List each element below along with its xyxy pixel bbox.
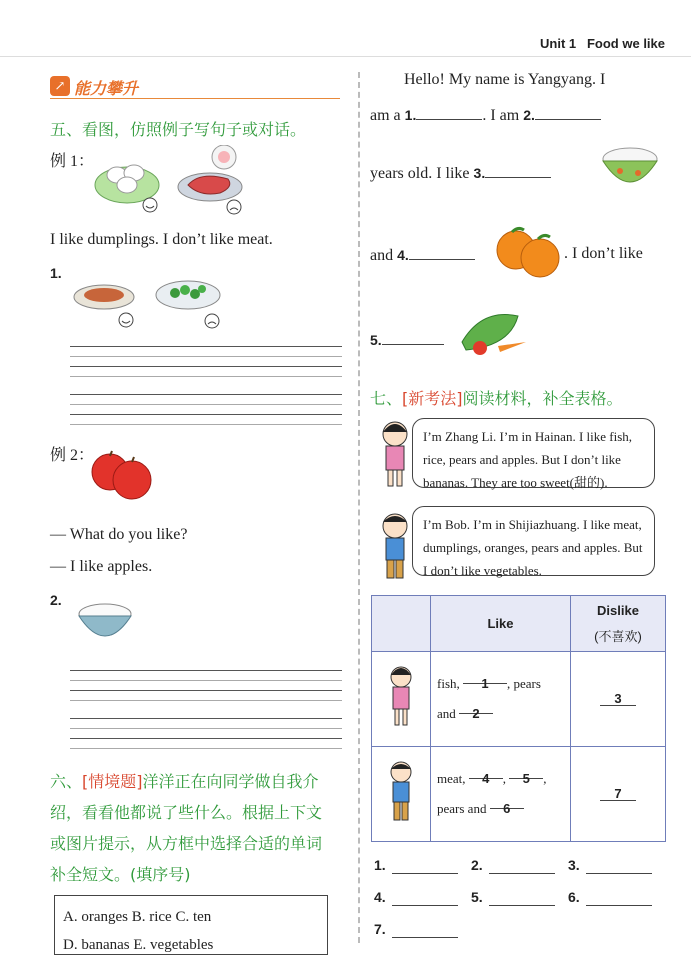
q1-label: 1. <box>50 265 62 281</box>
smile-face-icon <box>119 313 133 327</box>
boy-bob-icon <box>378 512 412 582</box>
example2-answer: — I like apples. <box>50 558 153 575</box>
q2-label: 2. <box>50 592 62 608</box>
oranges-icon <box>494 222 564 284</box>
apples-icon <box>88 450 158 502</box>
vegetables-icon <box>454 312 530 358</box>
answer-7-line[interactable] <box>392 937 458 938</box>
passage-line1: Hello! My name is Yangyang. I <box>404 71 606 88</box>
passage-line2: am a 1. . I am 2. <box>370 105 601 125</box>
section-banner: ↗ 能力攀升 <box>50 76 340 99</box>
section6-title: 六、[情境题]洋洋正在向同学做自我介 绍，看看他都说了些什么。根据上下文 或图片提示，从方框中选择合适的单词 补全短文。(填序号) <box>50 772 323 884</box>
girl-zhang-li-icon <box>378 420 412 490</box>
table-blank-5[interactable]: 5 <box>509 764 543 779</box>
rice-bowl-icon <box>74 600 136 644</box>
answer-2-line[interactable] <box>489 873 555 874</box>
smile-face-icon <box>143 198 157 212</box>
answer-4-line[interactable] <box>392 905 458 906</box>
header-like: Like <box>431 596 571 652</box>
example1-images <box>92 145 262 220</box>
options-line1: A. oranges B. rice C. ten <box>63 909 212 925</box>
answer-5-line[interactable] <box>489 905 555 906</box>
sad-face-icon <box>227 200 241 214</box>
blank-2[interactable] <box>535 105 601 120</box>
example1-sentence: I like dumplings. I don’t like meat. <box>50 231 273 248</box>
banner-icon: ↗ <box>50 76 70 96</box>
answer-2-label: 2. <box>471 857 483 873</box>
options-box <box>54 895 328 955</box>
table-blank-6[interactable]: 6 <box>490 794 524 809</box>
table-blank-7[interactable]: 7 <box>600 786 636 801</box>
table-blank-3[interactable]: 3 <box>600 691 636 706</box>
answer-7-label: 7. <box>374 921 386 937</box>
speech-bubble-bob: I’m Bob. I’m in Shijiazhuang. I like meat, dumplings, oranges, pears and apples. But I don’t like vegetables. <box>412 506 655 576</box>
answer-6-label: 6. <box>568 889 580 905</box>
blank-1[interactable] <box>416 105 482 120</box>
vegetables-plate-icon <box>156 281 220 309</box>
section7-title: 七、[新考法]阅读材料，补全表格。 <box>370 389 623 408</box>
answer-4-label: 4. <box>374 889 386 905</box>
passage-line4b: . I don’t like <box>564 245 643 262</box>
row-zhang-li-like: fish, 1 , pears and 2 <box>431 652 571 747</box>
rice-bowl-icon <box>600 145 660 193</box>
girl-icon <box>386 665 416 729</box>
blank-4[interactable] <box>409 245 475 260</box>
table-blank-2[interactable]: 2 <box>459 699 493 714</box>
answer-3-line[interactable] <box>586 873 652 874</box>
boy-icon <box>386 760 416 824</box>
table-blank-4[interactable]: 4 <box>469 764 503 779</box>
row-bob-like: meat, 4 , 5 , pears and 6 <box>431 747 571 842</box>
sad-face-icon <box>205 314 219 328</box>
table-blank-1[interactable]: 1 <box>463 669 507 684</box>
answer-5-label: 5. <box>471 889 483 905</box>
passage-line5: 5. <box>370 330 444 350</box>
passage-line4: and 4. <box>370 245 475 265</box>
answer-3-label: 3. <box>568 857 580 873</box>
header-dislike: Dislike (不喜欢) <box>571 596 666 652</box>
answer-1-label: 1. <box>374 857 386 873</box>
example2-label: 例 2： <box>50 447 95 464</box>
section5-title: 五、看图，仿照例子写句子或对话。 <box>50 120 307 139</box>
example2-question: — What do you like? <box>50 526 188 543</box>
blank-3[interactable] <box>485 163 551 178</box>
answer-1-line[interactable] <box>392 873 458 874</box>
info-table <box>371 595 666 841</box>
q1-images <box>70 275 230 335</box>
unit-title: Unit 1 Food we like <box>540 36 665 51</box>
speech-bubble-zhang-li: I’m Zhang Li. I’m in Hainan. I like fish, rice, pears and apples. But I don’t like bananas. They are too sweet(甜的). <box>412 418 655 488</box>
example1-label: 例 1： <box>50 153 95 170</box>
blank-5[interactable] <box>382 330 444 345</box>
passage-line3: years old. I like 3. <box>370 163 551 183</box>
column-divider <box>358 72 360 943</box>
answer-6-line[interactable] <box>586 905 652 906</box>
options-line2: D. bananas E. vegetables <box>63 937 214 953</box>
